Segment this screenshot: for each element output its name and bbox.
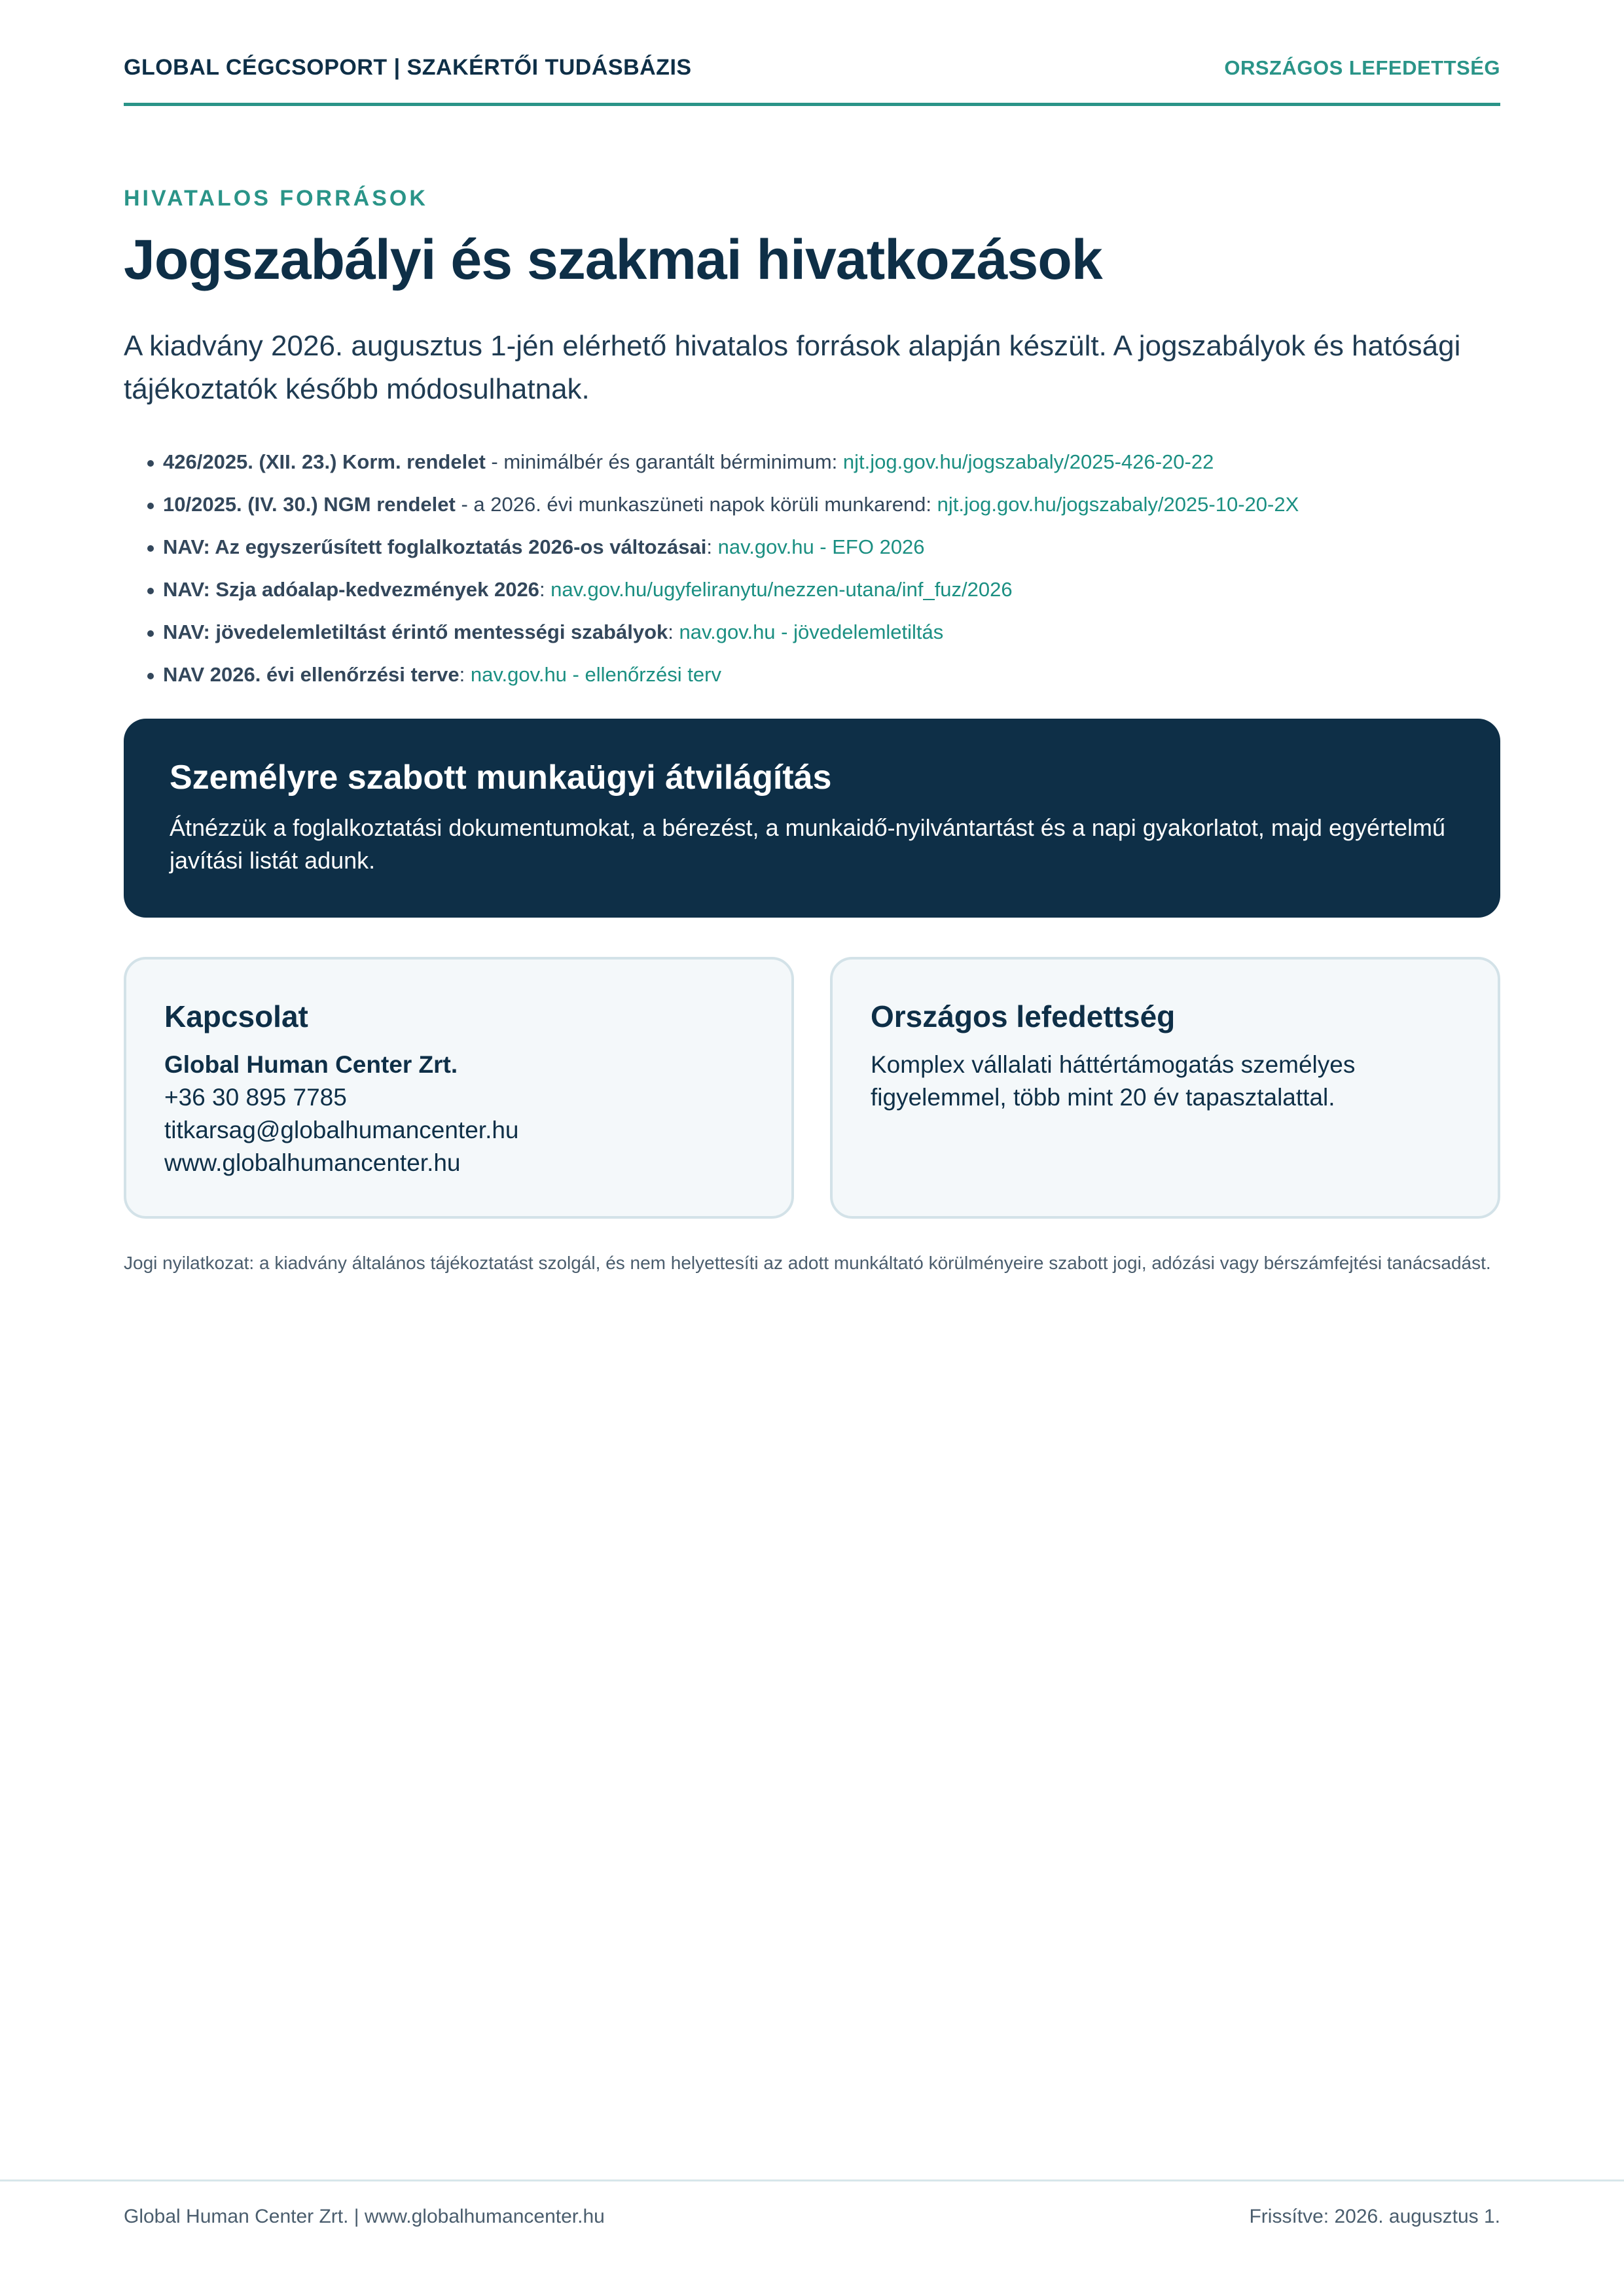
page-title: Jogszabályi és szakmai hivatkozások [124,228,1102,291]
reference-item [147,573,1496,615]
reference-title: 426/2025. (XII. 23.) Korm. rendelet [163,450,486,473]
callout-text: Átnézzük a foglalkoztatási dokumentumokat, a bérezést, a munkaidő-nyilvántartást és a napi gyakorlatot, majd egyértelmű javítási listát adunk. [170,814,1446,874]
contact-email[interactable]: titkarsag@globalhumancenter.hu [164,1117,519,1143]
reference-list [147,445,1496,700]
reference-item [147,530,1496,573]
reference-link[interactable]: nav.gov.hu - EFO 2026 [717,535,925,558]
reference-title: NAV: Az egyszerűsített foglalkoztatás 2026-os változásai [163,535,707,558]
contact-card [124,957,794,1219]
reference-link[interactable]: nav.gov.hu/ugyfeliranytu/nezzen-utana/inf_fuz/2026 [550,578,1013,601]
callout-title: Személyre szabott munkaügyi átvilágítás [170,759,832,797]
lead-paragraph: A kiadvány 2026. augusztus 1-jén elérhető hivatalos források alapján készült. A jogszabályok és hatósági tájékoztatók később módosulhatnak. [124,330,1461,405]
reference-item [147,488,1496,530]
header-coverage: ORSZÁGOS LEFEDETTSÉG [1224,56,1500,79]
reference-item [147,615,1496,658]
reference-desc: : [668,620,679,643]
coverage-text: Komplex vállalati háttértámogatás személyes figyelemmel, több mint 20 év tapasztalattal. [871,1051,1356,1111]
contact-title: Kapcsolat [164,999,308,1033]
contact-website[interactable]: www.globalhumancenter.hu [164,1149,461,1176]
header-brand: GLOBAL CÉGCSOPORT | SZAKÉRTŐI TUDÁSBÁZIS [124,55,692,80]
reference-link[interactable]: njt.jog.gov.hu/jogszabaly/2025-10-20-2X [937,493,1299,516]
reference-desc: : [459,663,471,686]
contact-phone[interactable]: +36 30 895 7785 [164,1084,347,1111]
reference-item [147,658,1496,700]
reference-desc: : [539,578,551,601]
reference-link[interactable]: njt.jog.gov.hu/jogszabaly/2025-426-20-22 [842,450,1214,473]
page-header [124,52,1500,106]
reference-desc: : [706,535,718,558]
reference-desc: - minimálbér és garantált bérminimum: [485,450,843,473]
audit-callout [124,719,1500,918]
footer-updated: Frissítve: 2026. augusztus 1. [1249,2206,1500,2227]
reference-item [147,445,1496,488]
section-kicker: HIVATALOS FORRÁSOK [124,186,428,211]
footer-divider [0,2179,1624,2181]
coverage-card [830,957,1500,1219]
contact-company: Global Human Center Zrt. [164,1051,458,1078]
reference-link[interactable]: nav.gov.hu - jövedelemletiltás [679,620,944,643]
coverage-title: Országos lefedettség [871,999,1176,1033]
legal-disclaimer: Jogi nyilatkozat: a kiadvány általános tájékoztatást szolgál, és nem helyettesíti az adott munkáltató körülményeire szabott jogi, adózási vagy bérszámfejtési tanácsadást. [124,1253,1491,1273]
reference-title: NAV 2026. évi ellenőrzési terve [163,663,460,686]
footer-company: Global Human Center Zrt. | www.globalhumancenter.hu [124,2206,605,2227]
reference-link[interactable]: nav.gov.hu - ellenőrzési terv [470,663,721,686]
reference-title: NAV: jövedelemletiltást érintő mentességi szabályok [163,620,668,643]
reference-title: NAV: Szja adóalap-kedvezmények 2026 [163,578,539,601]
reference-desc: - a 2026. évi munkaszüneti napok körüli munkarend: [455,493,937,516]
reference-title: 10/2025. (IV. 30.) NGM rendelet [163,493,456,516]
